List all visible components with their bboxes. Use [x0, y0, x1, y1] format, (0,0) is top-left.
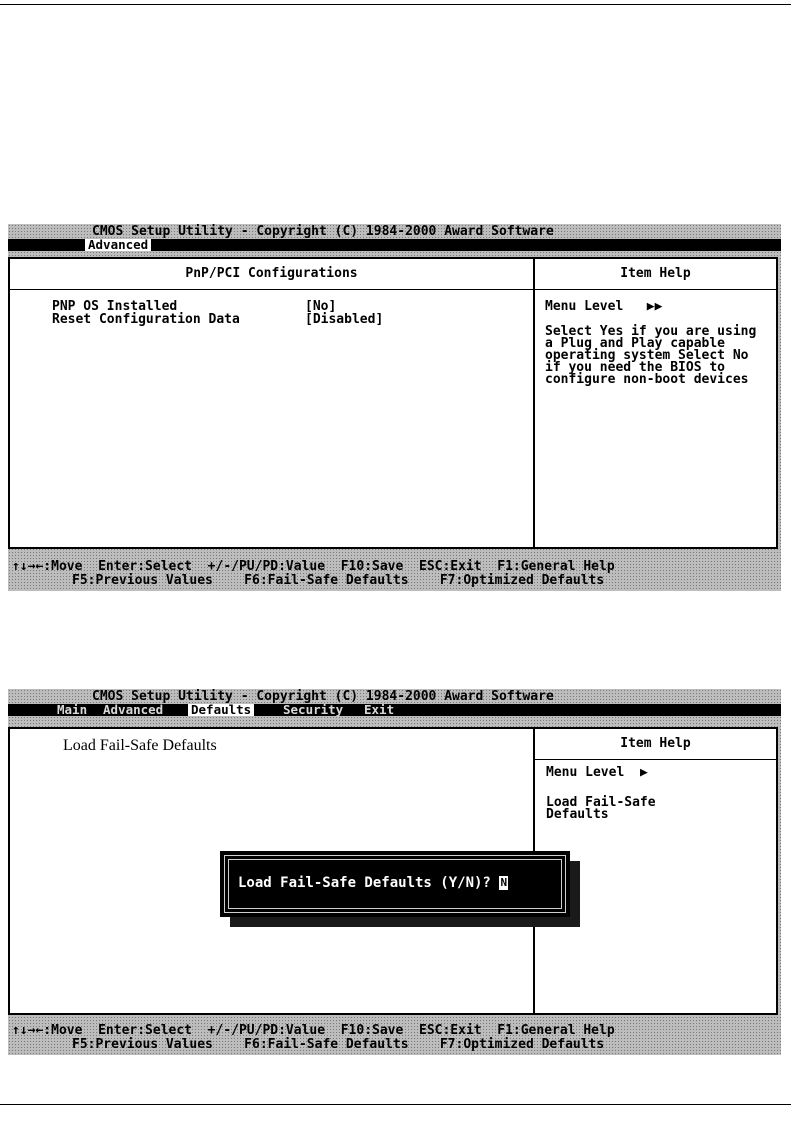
- top-rule: [0, 4, 791, 5]
- menu-exit[interactable]: Exit: [364, 702, 395, 717]
- help-text: Select Yes if you are using a Plug and Play capable operating system Select No if you need the BIOS to configure non-boot devices: [545, 324, 765, 387]
- dialog-input-cursor[interactable]: N: [500, 876, 508, 889]
- dialog-prompt: Load Fail-Safe Defaults (Y/N)? N: [238, 875, 508, 891]
- status-bar: [8, 1024, 781, 1054]
- menu-advanced[interactable]: Advanced: [103, 702, 164, 717]
- menu-advanced[interactable]: Advanced: [85, 239, 151, 251]
- help-text: Load Fail-Safe Defaults: [546, 795, 664, 822]
- setting-reset-config-value[interactable]: [Disabled]: [305, 312, 384, 327]
- menu-bar: [8, 704, 781, 716]
- load-fail-safe-item[interactable]: Load Fail-Safe Defaults: [63, 737, 217, 754]
- menu-bar: [8, 239, 781, 251]
- bios-screen-defaults: [8, 689, 781, 1055]
- arrow-icon: ▶: [639, 765, 648, 780]
- bios-screen-pnp-pci: [8, 224, 781, 591]
- status-line-1: ↑↓→←:Move Enter:Select +/-/PU/PD:Value F10:Save ESC:Exit F1:General Help: [12, 1023, 615, 1038]
- bottom-rule: [0, 1104, 791, 1105]
- status-line-2: F5:Previous Values F6:Fail-Safe Defaults F7:Optimized Defaults: [72, 573, 605, 588]
- setting-reset-config-label[interactable]: Reset Configuration Data: [52, 312, 240, 327]
- menu-main[interactable]: Main: [57, 702, 88, 717]
- menu-defaults[interactable]: Defaults: [188, 704, 254, 716]
- panel-title: PnP/PCI Configurations: [10, 259, 533, 290]
- confirm-dialog: [220, 851, 570, 917]
- window-title: CMOS Setup Utility - Copyright (C) 1984-2000 Award Software: [92, 224, 554, 239]
- item-help-panel: [533, 257, 778, 549]
- status-bar: [8, 560, 781, 590]
- status-line-1: ↑↓→←:Move Enter:Select +/-/PU/PD:Value F10:Save ESC:Exit F1:General Help: [12, 559, 615, 574]
- status-line-2: F5:Previous Values F6:Fail-Safe Defaults F7:Optimized Defaults: [72, 1037, 605, 1052]
- menu-level-label: Menu Level ▶▶: [545, 299, 663, 314]
- double-arrow-icon: ▶▶: [646, 299, 663, 314]
- setting-pnp-os-value[interactable]: [No]: [305, 299, 337, 314]
- settings-panel: [8, 257, 535, 549]
- menu-security[interactable]: Security: [283, 702, 344, 717]
- setting-pnp-os-label[interactable]: PNP OS Installed: [52, 299, 178, 314]
- help-title: Item Help: [535, 259, 776, 290]
- menu-level-label: Menu Level ▶: [546, 765, 648, 780]
- window-title: CMOS Setup Utility - Copyright (C) 1984-2000 Award Software: [92, 689, 554, 704]
- help-title: Item Help: [535, 729, 776, 760]
